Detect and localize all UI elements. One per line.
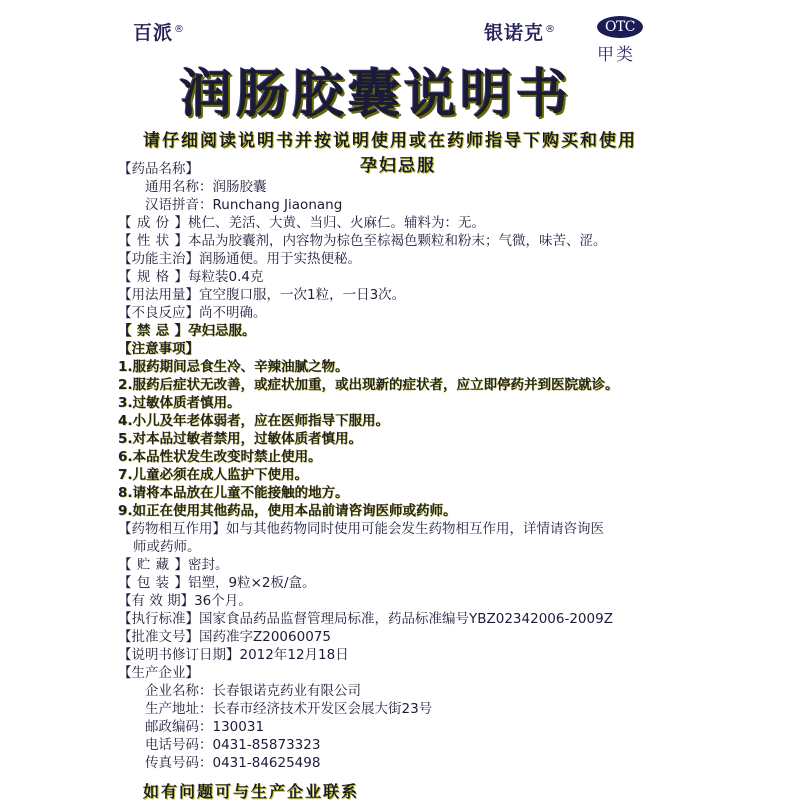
contraindications-label: 【禁忌】	[118, 323, 189, 339]
precautions-label: 【注意事项】	[118, 341, 199, 357]
approval-row	[118, 628, 331, 646]
specification-value: 每粒装0.4克	[188, 269, 264, 285]
contraindications-row	[118, 322, 256, 340]
description-row	[118, 232, 607, 250]
otc-class-label: 甲类	[597, 45, 635, 65]
contraindications-value: 孕妇忌服。	[188, 323, 256, 339]
package-row	[118, 574, 316, 592]
indications-row	[118, 250, 361, 268]
revision-date-row	[118, 646, 349, 664]
phone-label: 电话号码：	[145, 737, 213, 753]
phone-row	[145, 736, 320, 754]
postcode-value: 130031	[212, 719, 265, 735]
postcode-label: 邮政编码：	[145, 719, 213, 735]
approval-value: 国药准字Z20060075	[199, 629, 331, 645]
brand-yinnuoke	[484, 18, 556, 45]
specification-row	[118, 268, 263, 286]
section-label: 【药品名称】	[118, 161, 199, 177]
description-value: 本品为胶囊剂，内容物为棕色至棕褐色颗粒和粉末；气微，味苦、涩。	[188, 233, 607, 249]
interactions-value: 如与其他药物同时使用可能会发生药物相互作用，详情请咨询医	[226, 521, 604, 537]
pinyin-row	[145, 196, 342, 214]
indications-label: 【功能主治】	[118, 251, 199, 267]
interactions-row	[118, 520, 604, 538]
generic-name-value: 润肠胶囊	[212, 179, 267, 195]
shelf-life-value: 36个月。	[194, 593, 252, 609]
page-title: 润肠胶囊说明书	[180, 65, 573, 125]
fax-value: 0431-84625498	[212, 755, 321, 771]
shelf-life-row	[118, 592, 252, 610]
precaution-item: 4.小儿及年老体弱者，应在医师指导下服用。	[118, 413, 390, 429]
storage-row	[118, 556, 229, 574]
brand-left-name: 百派	[133, 22, 174, 44]
shelf-life-label: 【有 效 期】	[118, 593, 195, 609]
address-row	[145, 700, 432, 718]
ingredients-label: 【成份】	[118, 215, 189, 231]
pinyin-value: Runchang Jiaonang	[212, 197, 343, 213]
precaution-item: 8.请将本品放在儿童不能接触的地方。	[118, 485, 349, 501]
description-label: 【性状】	[118, 233, 189, 249]
address-label: 生产地址：	[145, 701, 213, 717]
package-label: 【包装】	[118, 575, 189, 591]
adverse-reactions-label: 【不良反应】	[118, 305, 199, 321]
indications-value: 润肠通便。用于实热便秘。	[199, 251, 361, 267]
ingredients-row	[118, 214, 485, 232]
standard-row	[118, 610, 613, 628]
revision-date-value: 2012年12月18日	[239, 647, 349, 663]
fax-label: 传真号码：	[145, 755, 213, 771]
generic-name-row	[145, 178, 267, 196]
usage-notice: 请仔细阅读说明书并按说明使用或在药师指导下购买和使用	[143, 131, 637, 151]
approval-label: 【批准文号】	[118, 629, 199, 645]
fax-row	[145, 754, 320, 772]
interactions-value-cont: 师或药师。	[133, 539, 201, 555]
company-value: 长春银诺克药业有限公司	[212, 683, 361, 699]
contact-note: 如有问题可与生产企业联系	[143, 782, 360, 800]
phone-value: 0431-85873323	[212, 737, 321, 753]
package-value: 铝塑，9粒×2板/盒。	[188, 575, 316, 591]
interactions-label: 【药物相互作用】	[118, 521, 226, 537]
company-label: 企业名称：	[145, 683, 213, 699]
precaution-item: 7.儿童必须在成人监护下使用。	[118, 467, 309, 483]
precaution-item: 6.本品性状发生改变时禁止使用。	[118, 449, 322, 465]
brand-right-name: 银诺克	[484, 22, 545, 44]
manufacturer-label: 【生产企业】	[118, 665, 199, 681]
specification-label: 【规格】	[118, 269, 189, 285]
registered-mark-icon: ®	[174, 23, 186, 35]
pregnancy-warning: 孕妇忌服	[360, 156, 436, 176]
standard-value: 国家食品药品监督管理局标准，药品标准编号YBZ02342006-2009Z	[199, 611, 613, 627]
dosage-row	[118, 286, 405, 304]
postcode-row	[145, 718, 264, 736]
precaution-item: 2.服药后症状无改善，或症状加重，或出现新的症状者，应立即停药并到医院就诊。	[118, 377, 619, 393]
ingredients-value: 桃仁、羌活、大黄、当归、火麻仁。辅料为：无。	[188, 215, 485, 231]
address-value: 长春市经济技术开发区会展大街23号	[212, 701, 433, 717]
brand-baipai	[133, 18, 185, 45]
revision-date-label: 【说明书修订日期】	[118, 647, 240, 663]
standard-label: 【执行标准】	[118, 611, 199, 627]
generic-name-label: 通用名称：	[145, 179, 213, 195]
adverse-reactions-row	[118, 304, 267, 322]
precaution-item: 3.过敏体质者慎用。	[118, 395, 241, 411]
dosage-value: 宜空腹口服，一次1粒，一日3次。	[199, 287, 406, 303]
section-drug-name-label	[118, 160, 199, 178]
storage-label: 【贮藏】	[118, 557, 189, 573]
company-row	[145, 682, 361, 700]
precaution-item: 5.对本品过敏者禁用，过敏体质者慎用。	[118, 431, 363, 447]
dosage-label: 【用法用量】	[118, 287, 199, 303]
otc-badge-icon: OTC	[597, 16, 643, 38]
precaution-item: 1.服药期间忌食生冷、辛辣油腻之物。	[118, 359, 349, 375]
precaution-item: 9.如正在使用其他药品，使用本品前请咨询医师或药师。	[118, 503, 457, 519]
storage-value: 密封。	[188, 557, 229, 573]
registered-mark-icon: ®	[545, 23, 557, 35]
adverse-reactions-value: 尚不明确。	[199, 305, 267, 321]
pinyin-label: 汉语拼音：	[145, 197, 213, 213]
